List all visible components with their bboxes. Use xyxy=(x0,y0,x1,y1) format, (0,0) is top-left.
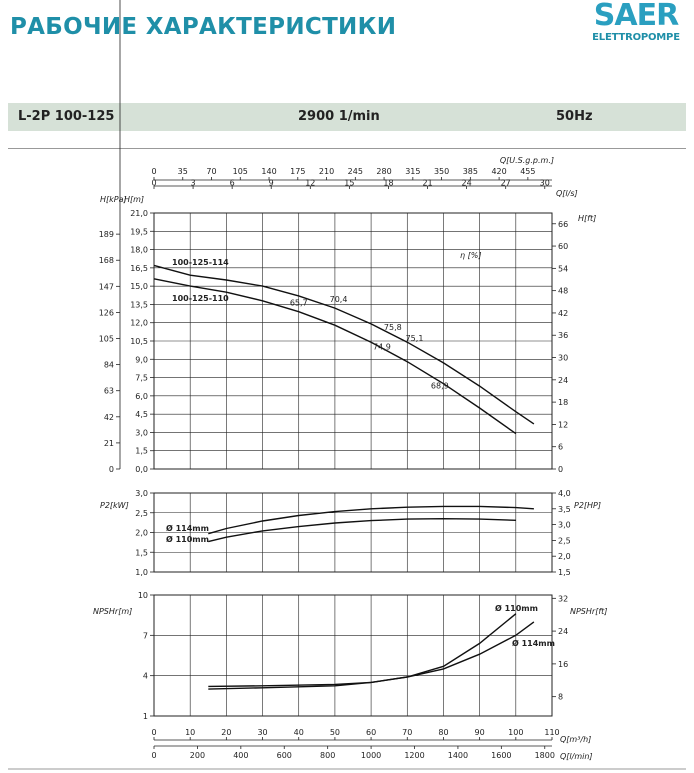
ft-tick-label: 12 xyxy=(558,420,569,430)
head-curve-label-110: 100-125-110 xyxy=(172,294,229,303)
speed-label: 2900 1/min xyxy=(298,109,380,124)
usgpm-tick-label: 105 xyxy=(232,167,248,176)
usgpm-tick-label: 175 xyxy=(290,167,306,176)
efficiency-point-label: 70,4 xyxy=(329,294,348,304)
npsh-ft-tick-label: 16 xyxy=(558,659,569,669)
npsh-y-tick-label: 4 xyxy=(142,671,148,681)
head-y-tick-label: 1,5 xyxy=(135,446,148,456)
lmin-tick-label: 400 xyxy=(233,751,249,760)
head-y-tick-label: 15,0 xyxy=(130,282,148,292)
head-y-tick-label: 18,0 xyxy=(130,245,148,255)
head-y-tick-label: 4,5 xyxy=(135,410,148,420)
hp-tick-label: 3,5 xyxy=(558,504,571,514)
npsh-axis-title: NPSHr[m] xyxy=(93,607,133,616)
kpa-tick-label: 147 xyxy=(98,282,114,292)
efficiency-point-label: 75,1 xyxy=(405,334,424,343)
usgpm-tick-label: 0 xyxy=(151,167,157,176)
power-curve-label-110: Ø 110mm xyxy=(166,535,209,544)
kpa-tick-label: 63 xyxy=(103,386,114,396)
head-y-tick-label: 6,0 xyxy=(135,391,148,401)
npsh-ft-tick-label: 32 xyxy=(558,594,569,604)
usgpm-tick-label: 35 xyxy=(177,167,188,176)
usgpm-axis-title: Q[U.S.g.p.m.] xyxy=(499,156,554,165)
ls-tick-label: 24 xyxy=(461,178,472,188)
head-curve-label-114: 100-125-114 xyxy=(172,258,229,267)
model-label: L-2P 100-125 xyxy=(18,109,115,124)
kpa-tick-label: 42 xyxy=(103,412,114,422)
kpa-tick-label: 84 xyxy=(103,360,114,370)
lmin-axis-title: Q[l/min] xyxy=(560,752,593,761)
lmin-tick-label: 200 xyxy=(189,751,206,760)
kpa-tick-label: 21 xyxy=(103,438,114,448)
hp-tick-label: 2,5 xyxy=(558,536,571,546)
ft-tick-label: 18 xyxy=(558,398,569,408)
m3h-tick-label: 40 xyxy=(293,728,304,737)
m3h-axis-title: Q[m³/h] xyxy=(560,735,592,744)
lmin-tick-label: 1000 xyxy=(360,751,382,760)
m3h-tick-label: 90 xyxy=(474,728,485,737)
m3h-tick-label: 30 xyxy=(257,728,268,737)
head-y-tick-label: 9,0 xyxy=(135,355,148,365)
kpa-tick-label: 126 xyxy=(98,308,114,318)
ls-tick-label: 30 xyxy=(539,178,550,188)
npsh-frame xyxy=(154,595,552,716)
npsh-y-tick-label: 7 xyxy=(142,631,148,641)
logo-subtitle: ELETTROPOMPE xyxy=(592,32,680,43)
npsh-y-tick-label: 1 xyxy=(142,712,148,721)
power-y-tick-label: 3,0 xyxy=(135,489,148,498)
usgpm-tick-label: 420 xyxy=(491,167,507,176)
hp-tick-label: 3,0 xyxy=(558,520,571,530)
npsh-curve-label-114: Ø 114mm xyxy=(512,639,555,648)
head-y-tick-label: 13,5 xyxy=(130,300,148,310)
ls-tick-label: 27 xyxy=(500,178,511,188)
head-axis-title: H[m] xyxy=(124,195,145,204)
head-y-tick-label: 7,5 xyxy=(135,373,148,383)
efficiency-point-label: 68,9 xyxy=(430,381,449,391)
usgpm-tick-label: 70 xyxy=(206,167,217,176)
power-y-tick-label: 2,5 xyxy=(135,508,148,518)
ls-tick-label: 0 xyxy=(151,178,157,188)
npsh-ft-tick-label: 24 xyxy=(558,627,569,637)
hp-axis-title: P2[HP] xyxy=(574,501,601,510)
power-axis-title: P2[kW] xyxy=(100,501,129,510)
ft-tick-label: 66 xyxy=(558,219,569,229)
lmin-tick-label: 1600 xyxy=(491,751,512,760)
m3h-tick-label: 110 xyxy=(544,728,560,737)
m3h-tick-label: 60 xyxy=(365,728,377,737)
npsh-curve-label-110: Ø 110mm xyxy=(495,604,538,613)
m3h-tick-label: 10 xyxy=(185,728,196,737)
lmin-tick-label: 1800 xyxy=(534,751,555,760)
ls-tick-label: 3 xyxy=(190,178,196,188)
head-y-tick-label: 12,0 xyxy=(130,318,148,328)
ft-tick-label: 54 xyxy=(558,264,569,274)
kpa-tick-label: 105 xyxy=(98,334,114,344)
ft-tick-label: 6 xyxy=(558,442,564,452)
lmin-tick-label: 1200 xyxy=(404,751,425,760)
usgpm-tick-label: 245 xyxy=(347,167,363,176)
m3h-tick-label: 80 xyxy=(438,728,449,737)
efficiency-point-label: 75,8 xyxy=(383,323,402,333)
m3h-tick-label: 50 xyxy=(329,728,341,737)
usgpm-tick-label: 315 xyxy=(405,167,421,176)
usgpm-tick-label: 455 xyxy=(520,167,536,176)
ls-tick-label: 21 xyxy=(422,178,433,188)
head-y-tick-label: 21,0 xyxy=(130,209,148,218)
kpa-tick-label: 189 xyxy=(98,230,114,240)
frequency-label: 50Hz xyxy=(556,109,593,124)
kpa-tick-label: 168 xyxy=(98,256,114,266)
usgpm-tick-label: 280 xyxy=(376,167,392,176)
ls-tick-label: 9 xyxy=(268,178,274,188)
ft-tick-label: 0 xyxy=(558,465,564,474)
ls-tick-label: 6 xyxy=(229,178,235,188)
kpa-axis-title: H[kPa] xyxy=(100,195,127,204)
hp-tick-label: 4,0 xyxy=(558,489,571,498)
ft-axis-title: H[ft] xyxy=(578,214,597,223)
ft-tick-label: 36 xyxy=(558,331,569,341)
usgpm-tick-label: 210 xyxy=(318,167,335,176)
ft-tick-label: 48 xyxy=(558,286,569,296)
head-y-tick-label: 0,0 xyxy=(135,465,148,474)
efficiency-point-label: 74,9 xyxy=(373,342,391,352)
ls-tick-label: 18 xyxy=(383,178,394,188)
logo-wordmark: SAER xyxy=(593,0,679,33)
ft-tick-label: 42 xyxy=(558,308,569,318)
usgpm-tick-label: 140 xyxy=(261,167,277,176)
page-title: РАБОЧИЕ ХАРАКТЕРИСТИКИ xyxy=(10,14,397,40)
lmin-tick-label: 800 xyxy=(320,751,336,760)
ft-tick-label: 24 xyxy=(558,375,569,385)
head-y-tick-label: 16,5 xyxy=(130,263,148,273)
m3h-tick-label: 70 xyxy=(402,728,413,737)
m3h-tick-label: 20 xyxy=(221,728,232,737)
power-y-tick-label: 1,0 xyxy=(135,568,148,577)
m3h-tick-label: 0 xyxy=(151,728,157,737)
efficiency-point-label: 65,7 xyxy=(289,298,308,308)
ft-tick-label: 30 xyxy=(558,353,569,363)
ls-tick-label: 15 xyxy=(344,178,355,188)
efficiency-label: η [%] xyxy=(460,251,482,260)
power-y-tick-label: 1,5 xyxy=(135,548,148,558)
power-curve-label-114: Ø 114mm xyxy=(166,524,209,533)
usgpm-tick-label: 385 xyxy=(462,167,478,176)
npsh-y-tick-label: 10 xyxy=(137,591,148,600)
footer-divider xyxy=(8,768,686,770)
lmin-tick-label: 1400 xyxy=(447,751,469,760)
head-y-tick-label: 19,5 xyxy=(130,227,148,237)
ls-tick-label: 12 xyxy=(305,178,316,188)
lmin-tick-label: 600 xyxy=(276,751,292,760)
ls-axis-title: Q[l/s] xyxy=(556,189,578,198)
m3h-tick-label: 100 xyxy=(508,728,524,737)
usgpm-tick-label: 350 xyxy=(433,167,450,176)
hp-tick-label: 1,5 xyxy=(558,568,571,577)
hp-tick-label: 2,0 xyxy=(558,552,571,562)
power-y-tick-label: 2,0 xyxy=(135,528,148,538)
lmin-tick-label: 0 xyxy=(151,751,157,760)
npsh-ft-axis-title: NPSHr[ft] xyxy=(570,607,608,616)
ft-tick-label: 60 xyxy=(558,242,569,252)
head-y-tick-label: 10,5 xyxy=(130,337,148,346)
npsh-ft-tick-label: 8 xyxy=(558,692,564,702)
head-y-tick-label: 3,0 xyxy=(135,428,148,438)
kpa-tick-label: 0 xyxy=(108,465,114,474)
